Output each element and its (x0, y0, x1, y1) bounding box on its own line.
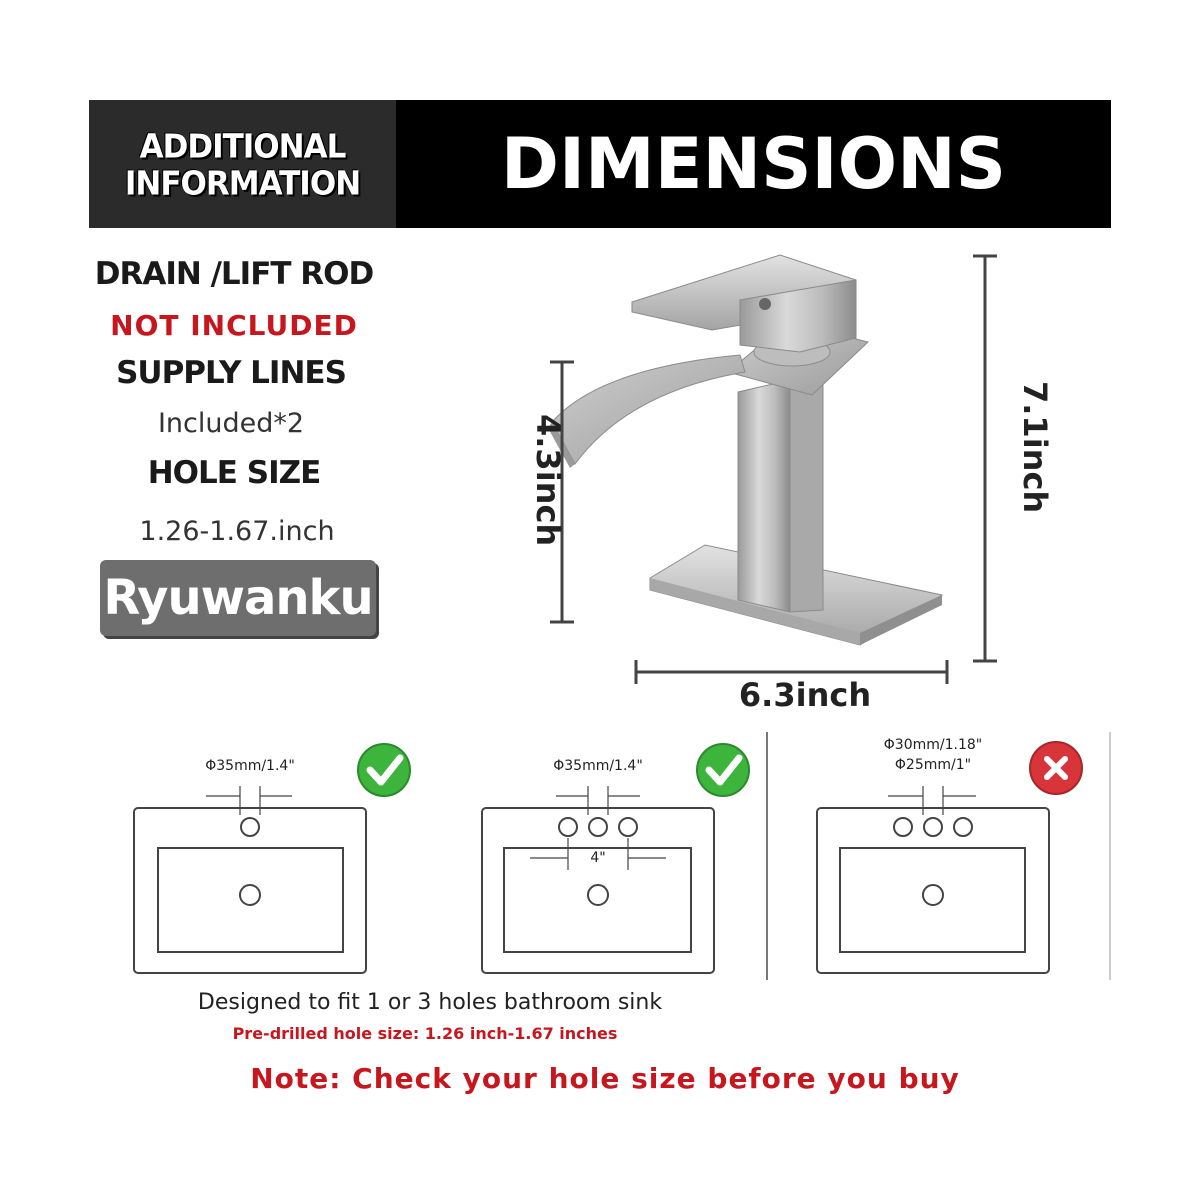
base-width-label: 6.3inch (738, 676, 872, 714)
total-height-dimension-line (973, 256, 997, 661)
note-caption: Note: Check your hole size before you buy (250, 1062, 960, 1095)
cross-icon-sink-three (1030, 742, 1082, 794)
faucet-column (738, 372, 823, 612)
sink-two-hole-size-label: Φ35mm/1.4" (553, 758, 643, 774)
sink-three-holes (482, 786, 714, 973)
sink-two-spacing-label: 4" (590, 850, 606, 866)
dimensions-title: DIMENSIONS (500, 123, 1007, 205)
sink-three-hole-size-line1: Φ30mm/1.18" (883, 737, 983, 753)
supply-value: Included*2 (157, 408, 305, 439)
faucet-spout (548, 355, 745, 468)
total-height-label: 7.1inch (1016, 381, 1054, 514)
sink-three-hole-size-line2: Φ25mm/1" (894, 757, 972, 773)
supply-heading: SUPPLY LINES (116, 355, 346, 391)
check-icon-sink-one (358, 744, 410, 796)
sink-incompatible (817, 786, 1049, 973)
hole-size-value: 1.26-1.67.inch (139, 516, 335, 547)
drain-status: NOT INCLUDED (110, 309, 358, 342)
check-icon-sink-two (697, 744, 749, 796)
information-line: INFORMATION (124, 164, 361, 203)
fit-caption: Designed to fit 1 or 3 holes bathroom sink (197, 990, 663, 1015)
sink-one-hole-size-label: Φ35mm/1.4" (205, 758, 295, 774)
hole-size-heading: HOLE SIZE (147, 455, 321, 491)
faucet-handle (632, 255, 856, 352)
brand-name: Ryuwanku (103, 570, 373, 626)
drain-heading: DRAIN /LIFT ROD (94, 256, 374, 292)
predrilled-caption: Pre-drilled hole size: 1.26 inch-1.67 inches (232, 1024, 618, 1043)
additional-line: ADDITIONAL (139, 128, 346, 166)
sink-one-hole (134, 786, 366, 973)
spout-height-label: 4.3inch (529, 414, 567, 547)
